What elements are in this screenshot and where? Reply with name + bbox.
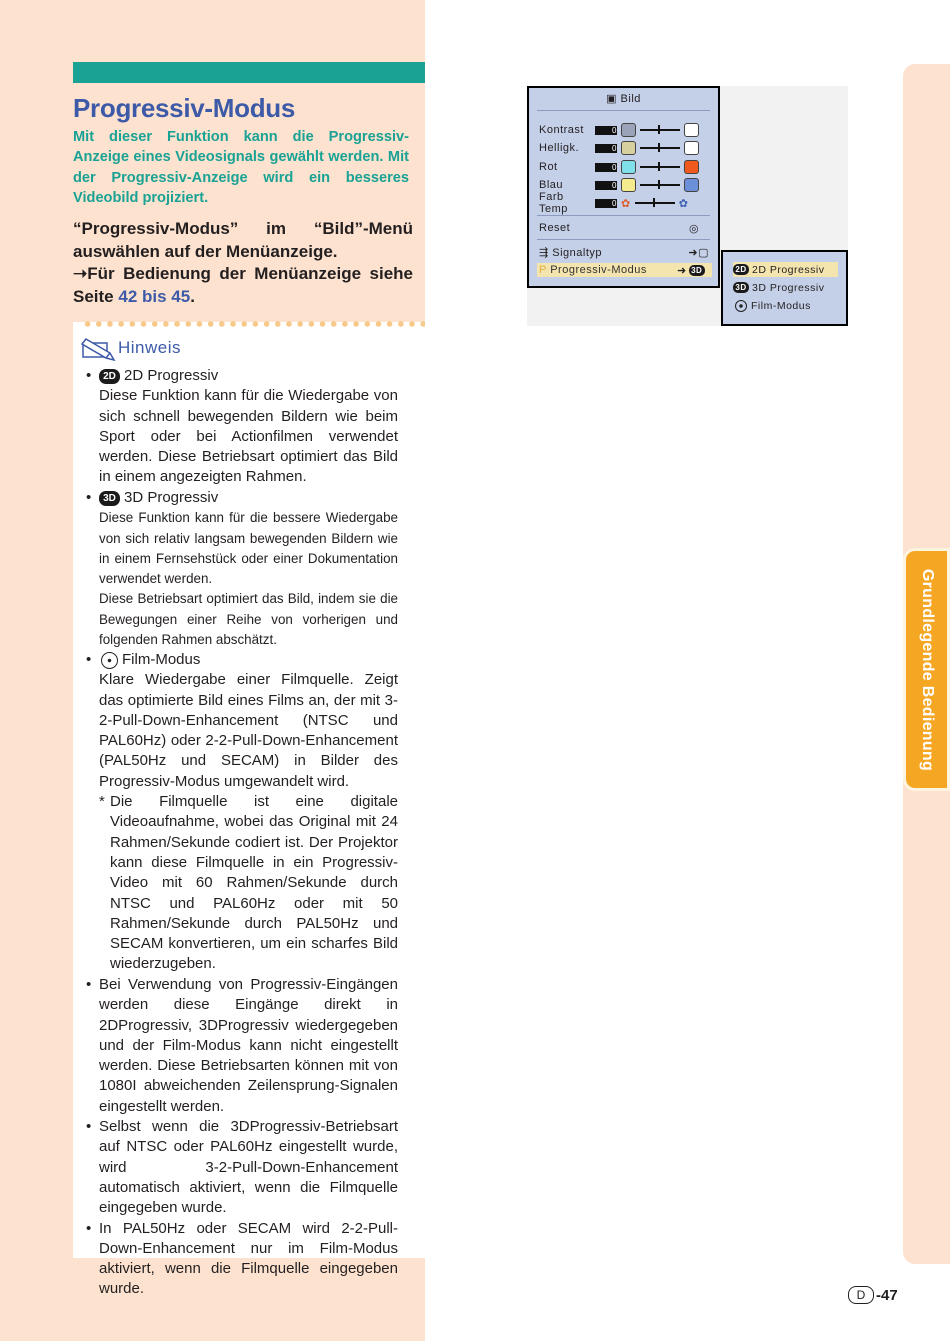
instruction-text: “Progressiv-Modus” im “Bild”-Menü auswählen auf der Menüanzeige. (73, 219, 413, 261)
reset-icon: ◎ (689, 222, 700, 235)
note-item-film: • Film-Modus Klare Wiedergabe einer Filmquelle. Zeigt das optimierte Bild eines Films an, der mit 3-2-Pull-Down-Enhancement (NTSC und PAL60Hz) oder 2-2-Pull-Down-Enhancement (PAL50Hz und SECAM) in Bilder des Progressiv-Modus umgewandelt wird. * Die Filmquelle ist eine digitale Videoaufnahme, wobei das Original mit 24 Rahmen/Sekunde codiert ist. Der Projektor kann diese Filmquelle in ein Progressiv-Video mit 60 Rahmen/Sekunde durch NTSC und PAL60Hz oder mit 50 Rahmen/Sekunde durch PAL50Hz und SECAM konvertieren, um ein scharfes Bild wiederzugeben. (86, 650, 398, 975)
osd-row-kontrast[interactable]: Kontrast 0 (539, 122, 709, 138)
section-intro: Mit dieser Funktion kann die Progressiv-Anzeige eines Videosignals gewählt werden. Mit der Progressiv-Anzeige wird ein besseres Videobild projiziert. (73, 129, 409, 206)
page-number: D -47 (848, 1286, 898, 1304)
osd-row-farbtemp[interactable]: Farb Temp 0 ✿ ✿ (539, 191, 689, 215)
film-reel-icon (735, 300, 747, 312)
note-heading (80, 333, 181, 363)
note-item-3d: • 3D 3D Progressiv Diese Funktion kann für die bessere Wiedergabe von sich relativ langsam bewegenden Bildern wie in einem Fernsehstück oder einer Dokumentation verwendet werden. Diese Betriebsart optimiert das Bild, indem sie die Bewegungen einer Reihe von vorherigen und folgenden Rahmen abschätzt. (86, 488, 398, 650)
2d-badge-icon: 2D (733, 264, 749, 275)
menu-instruction: “Progressiv-Modus” im “Bild”-Menü auswählen auf der Menüanzeige. ➝Für Bedienung der Menüanzeige siehe Seite 42 bis 45. (73, 219, 413, 306)
osd-row-blau[interactable]: Blau 0 (539, 177, 709, 193)
note-heading-label: Hinweis (118, 338, 182, 357)
osd-progressiv-submenu (721, 250, 848, 326)
submenu-3d-progressiv[interactable]: 3D 3D Progressiv (733, 280, 838, 295)
note-item-label: 3D Progressiv (124, 489, 219, 506)
osd-title: ▣ Bild (606, 93, 641, 105)
3d-badge-icon: 3D (733, 282, 749, 293)
note-bullet-list (86, 975, 398, 1300)
list-item: • In PAL50Hz oder SECAM wird 2-2-Pull-Down-Enhancement nur im Film-Modus aktiviert, wenn die Filmquelle eingegeben wurde. (86, 1219, 398, 1298)
chapter-tab[interactable]: Grundlegende Bedienung (903, 548, 950, 791)
instruction-reference: ➝Für Bedienung der Menüanzeige siehe Seite (73, 264, 413, 306)
footnote-text: Die Filmquelle ist eine digitale Videoaufnahme, wobei das Original mit 24 Rahmen/Sekunde codiert ist. Der Projektor kann diese Filmquelle in ein Progressiv-Video mit 60 Rahmen/Sekunde durch NTSC und PAL60Hz oder mit 50 Rahmen/Sekunde durch PAL50Hz und SECAM konvertieren, um ein scharfes Bild wiederzugeben. (110, 793, 398, 973)
2d-badge-icon: 2D (99, 369, 120, 384)
list-item: • Selbst wenn die 3DProgressiv-Betriebsart auf NTSC oder PAL60Hz eingestellt wurde, wird 3-2-Pull-Down-Enhancement automatisch aktiviert, wenn die Filmquelle eingegeben wurde. (86, 1118, 398, 1217)
note-item-label: Film-Modus (122, 651, 201, 668)
osd-row-helligkeit[interactable]: Helligk. 0 (539, 140, 709, 156)
signal-icon: ⇶ Signaltyp (539, 246, 603, 259)
list-item: • Bei Verwendung von Progressiv-Eingängen werden diese Eingänge direkt in 2DProgressiv, 3DProgressiv wiedergegeben und der Film-Modus kann nicht eingestellt werden. Diese Betriebsarten können mit von 1080I abweichenden Zeilensprung-Signalen eingestellt werden. (86, 976, 398, 1115)
footnote: * Die Filmquelle ist eine digitale Videoaufnahme, wobei das Original mit 24 Rahmen/Sekunde codiert ist. Der Projektor kann diese Filmquelle in ein Progressiv-Video mit 60 Rahmen/Sekunde durch NTSC und PAL60Hz oder mit 50 Rahmen/Sekunde durch PAL50Hz und SECAM konvertieren, um ein scharfes Bild wiederzugeben. (86, 792, 398, 975)
osd-row-progressiv[interactable]: P Progressiv-Modus ➜ 3D (539, 262, 709, 278)
page-reference-link[interactable]: 42 bis 45 (118, 286, 191, 306)
note-item-text: Diese Funktion kann für die Wiedergabe von sich schnell bewegenden Bildern wie beim Sport oder bei Actionfilmen verwendet werden. Diese Betriebsart optimiert das Bild in einem angezeigten Rahmen. (99, 387, 398, 486)
pencil-note-icon (80, 333, 118, 363)
section-title: Progressiv-Modus (73, 93, 296, 123)
osd-row-reset[interactable]: Reset ◎ (539, 222, 700, 235)
osd-bild-menu (527, 86, 720, 288)
osd-row-rot[interactable]: Rot 0 (539, 159, 709, 175)
dotted-divider (82, 320, 425, 328)
submenu-film-modus[interactable]: Film-Modus (733, 298, 838, 313)
submenu-2d-progressiv[interactable]: 2D 2D Progressiv (733, 262, 838, 277)
section-header-bar (73, 62, 425, 83)
note-item-text: Klare Wiedergabe einer Filmquelle. Zeigt das optimierte Bild eines Films an, der mit 3-2-Pull-Down-Enhancement (NTSC und PAL60Hz) oder 2-2-Pull-Down-Enhancement (PAL50Hz und SECAM) in Bilder des Progressiv-Modus umgewandelt wird. (99, 671, 398, 790)
note-item-label: 2D Progressiv (124, 367, 219, 384)
note-item-2d: • 2D 2D Progressiv Diese Funktion kann für die Wiedergabe von sich schnell bewegenden Bildern wie beim Sport oder bei Actionfilmen verwendet werden. Diese Betriebsart optimiert das Bild in einem angezeigten Rahmen. (86, 366, 398, 488)
film-reel-icon (101, 652, 118, 669)
3d-badge-icon: 3D (99, 491, 120, 506)
osd-row-signaltyp[interactable]: ⇶ Signaltyp ➜▢ (539, 246, 709, 259)
progressiv-icon: P Progressiv-Modus (539, 264, 647, 276)
note-item-text: Diese Funktion kann für die bessere Wiedergabe von sich relativ langsam bewegenden Bildern wie in einem Fernsehstück oder einer Dokumentation verwendet werden. (99, 510, 398, 587)
note-item-text-2: Diese Betriebsart optimiert das Bild, indem sie die Bewegungen einer Reihe von vorherigen und folgenden Rahmen abschätzt. (99, 591, 398, 648)
